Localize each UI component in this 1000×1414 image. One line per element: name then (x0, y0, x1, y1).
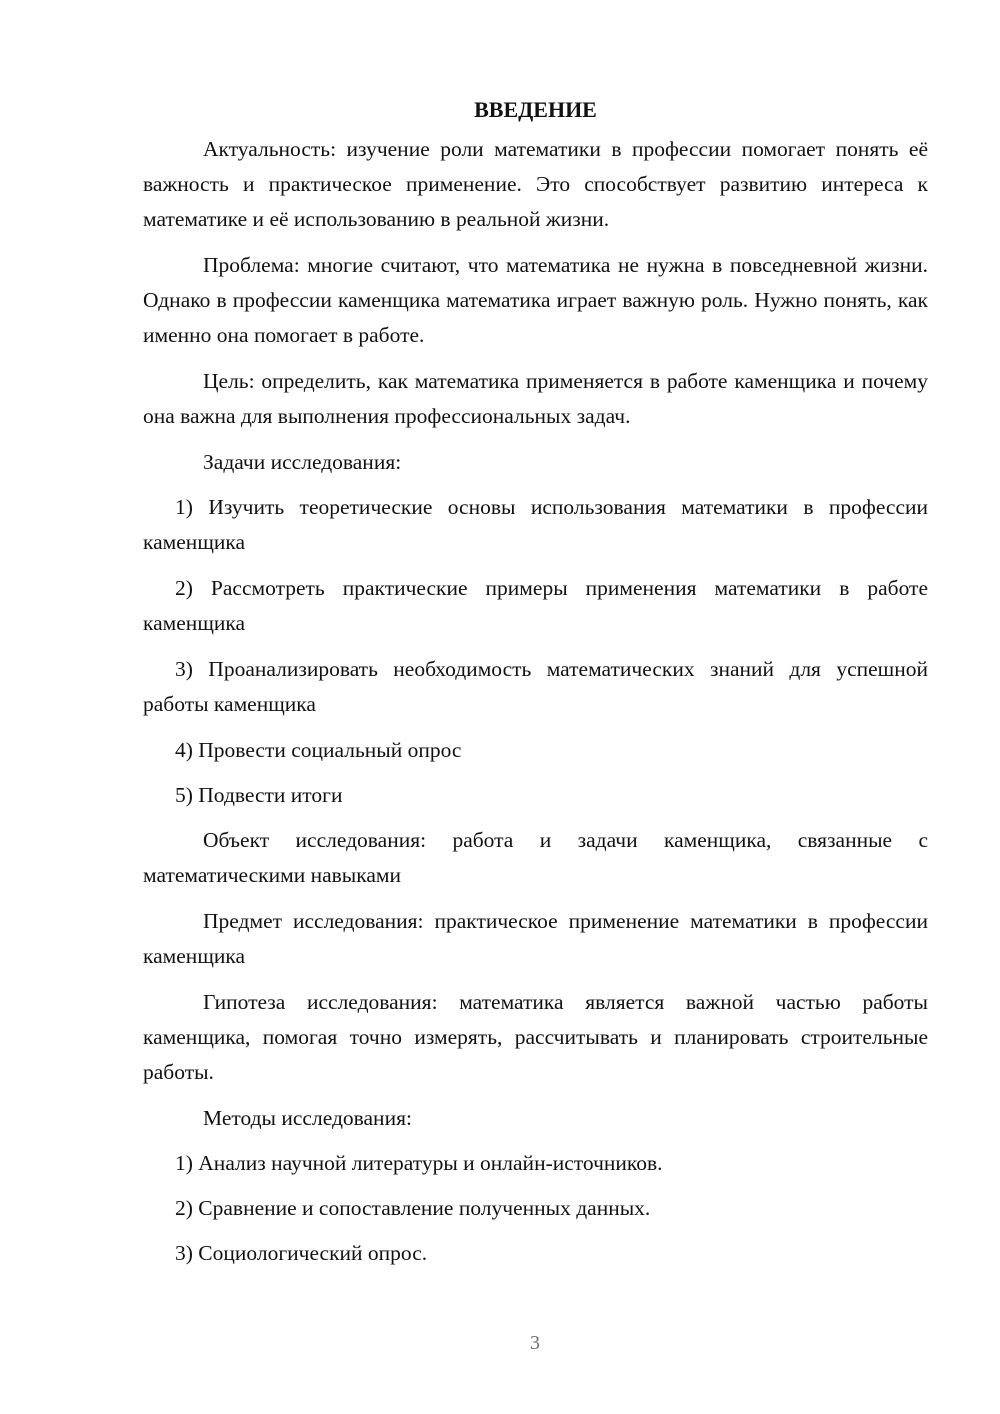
problem-paragraph: Проблема: многие считают, что математика не нужна в повседневной жизни. Однако в профессии каменщика математика играет важную роль. Нужно понять, как именно она помогает в работе. (143, 253, 928, 347)
methods-heading: Методы исследования: (203, 1106, 412, 1130)
list-item: 2) Рассмотреть практические примеры применения математики в работе каменщика (143, 576, 928, 635)
page-number: 3 (530, 1332, 540, 1354)
tasks-list (143, 490, 928, 813)
list-item: 5) Подвести итоги (175, 783, 343, 807)
page-title: ВВЕДЕНИЕ (474, 97, 597, 122)
object-paragraph: Объект исследования: работа и задачи каменщика, связанные с математическими навыками (143, 828, 928, 887)
goal-paragraph: Цель: определить, как математика применяется в работе каменщика и почему она важна для выполнения профессиональных задач. (143, 369, 928, 428)
document-body (143, 92, 928, 1281)
methods-list (143, 1146, 928, 1271)
list-item: 1) Анализ научной литературы и онлайн-источников. (175, 1151, 663, 1175)
tasks-heading: Задачи исследования: (203, 450, 402, 474)
relevance-paragraph: Актуальность: изучение роли математики в профессии помогает понять её важность и практическое применение. Это способствует развитию интереса к математике и её использованию в реальной жизни. (143, 137, 928, 231)
list-item: 3) Проанализировать необходимость математических знаний для успешной работы каменщика (143, 657, 928, 716)
list-item: 4) Провести социальный опрос (175, 738, 462, 762)
list-item: 2) Сравнение и сопоставление полученных данных. (175, 1196, 651, 1220)
hypothesis-paragraph: Гипотеза исследования: математика является важной частью работы каменщика, помогая точно измерять, рассчитывать и планировать строительные работы. (143, 990, 928, 1084)
subject-paragraph: Предмет исследования: практическое применение математики в профессии каменщика (143, 909, 928, 968)
list-item: 3) Социологический опрос. (175, 1241, 428, 1265)
list-item: 1) Изучить теоретические основы использования математики в профессии каменщика (143, 495, 928, 554)
